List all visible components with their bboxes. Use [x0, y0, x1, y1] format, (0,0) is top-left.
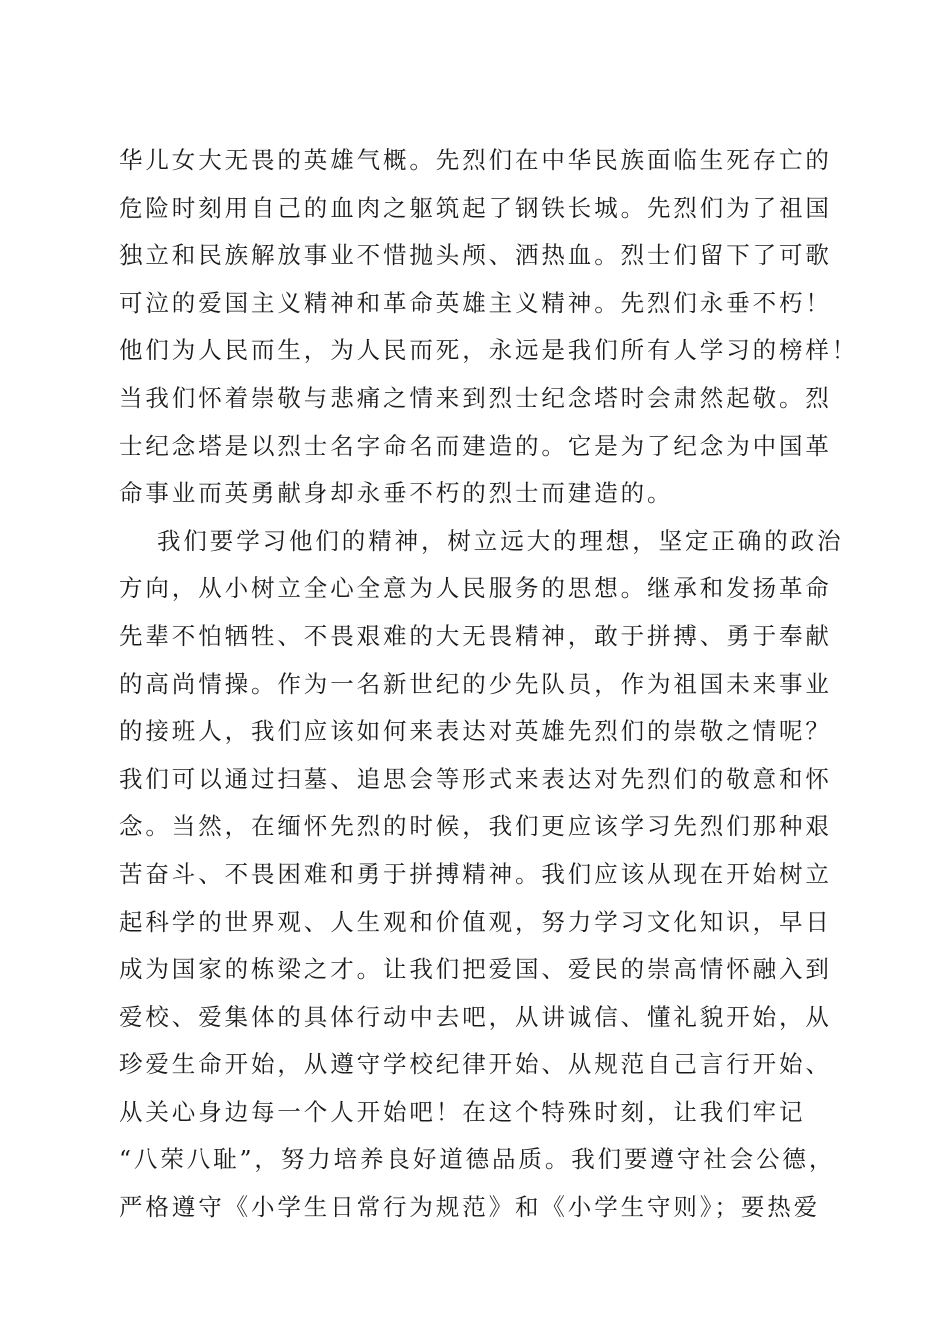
- text-line: 念。当然，在缅怀先烈的时候，我们更应该学习先烈们那种艰: [119, 812, 832, 841]
- text-line: 他们为人民而生，为人民而死，永远是我们所有人学习的榜样！: [119, 336, 859, 365]
- text-line: 爱校、爱集体的具体行动中去吧，从讲诚信、懂礼貌开始，从: [119, 1002, 832, 1031]
- text-line: 我们可以通过扫墓、追思会等形式来表达对先烈们的敬意和怀: [119, 764, 832, 793]
- body-text: [119, 137, 859, 1232]
- text-line: 独立和民族解放事业不惜抛头颅、洒热血。烈士们留下了可歌: [119, 241, 832, 270]
- text-line: 严格遵守《小学生日常行为规范》和《小学生守则》；要热爱: [119, 1193, 821, 1222]
- paragraph-first-line: 我们要学习他们的精神，树立远大的理想，坚定正确的政治: [157, 526, 844, 555]
- text-line: 方向，从小树立全心全意为人民服务的思想。继承和发扬革命: [119, 574, 832, 603]
- text-line: 可泣的爱国主义精神和革命英雄主义精神。先烈们永垂不朽！: [119, 288, 832, 317]
- text-line: 先辈不怕牺牲、不畏艰难的大无畏精神，敢于拼搏、勇于奉献: [119, 621, 832, 650]
- text-line: 成为国家的栋梁之才。让我们把爱国、爱民的崇高情怀融入到: [119, 955, 832, 984]
- text-line: 珍爱生命开始，从遵守学校纪律开始、从规范自己言行开始、: [119, 1050, 832, 1079]
- text-line: 起科学的世界观、人生观和价值观，努力学习文化知识，早日: [119, 907, 832, 936]
- text-line: 从关心身边每一个人开始吧！在这个特殊时刻，让我们牢记: [119, 1097, 806, 1126]
- text-line: 危险时刻用自己的血肉之躯筑起了钢铁长城。先烈们为了祖国: [119, 193, 832, 222]
- text-line: 当我们怀着崇敬与悲痛之情来到烈士纪念塔时会肃然起敬。烈: [119, 383, 832, 412]
- text-line: 苦奋斗、不畏困难和勇于拼搏精神。我们应该从现在开始树立: [119, 859, 832, 888]
- text-line: 的接班人，我们应该如何来表达对英雄先烈们的崇敬之情呢？: [119, 717, 832, 746]
- text-line: 士纪念塔是以烈士名字命名而建造的。它是为了纪念为中国革: [119, 431, 832, 460]
- text-line: 华儿女大无畏的英雄气概。先烈们在中华民族面临生死存亡的: [119, 146, 832, 174]
- text-line: 的高尚情操。作为一名新世纪的少先队员，作为祖国未来事业: [119, 669, 832, 698]
- text-line: 命事业而英勇献身却永垂不朽的烈士而建造的。: [119, 479, 674, 508]
- text-line: “八荣八耻”，努力培养良好道德品质。我们要遵守社会公德，: [119, 1145, 836, 1174]
